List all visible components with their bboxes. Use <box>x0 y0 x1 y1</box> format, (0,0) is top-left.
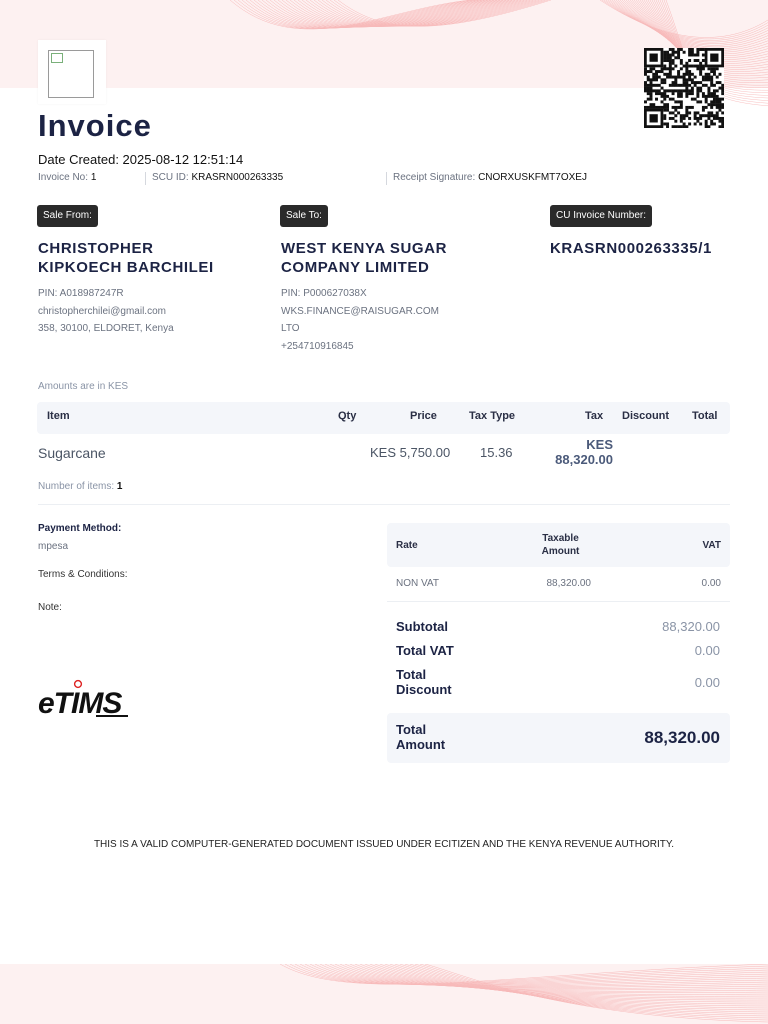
sale-to-badge: Sale To: <box>280 205 328 227</box>
receipt-signature: Receipt Signature: CNORXUSKFMT7OXEJ <box>393 172 587 183</box>
footer-background <box>0 964 768 1024</box>
broken-image-icon <box>48 50 94 98</box>
total-vat-label: Total VAT <box>396 643 454 658</box>
buyer-email: WKS.FINANCE@RAISUGAR.COM <box>281 306 439 317</box>
item-tax-type: 15.36 <box>480 445 513 460</box>
qr-code <box>644 48 724 128</box>
total-amount-label: Total Amount <box>396 722 446 752</box>
column-header-discount: Discount <box>622 410 670 422</box>
seller-address: 358, 30100, ELDORET, Kenya <box>38 323 174 334</box>
item-tax: KES 88,320.00 <box>555 437 613 467</box>
cu-invoice-badge: CU Invoice Number: <box>550 205 652 227</box>
buyer-name: WEST KENYA SUGAR COMPANY LIMITED <box>281 240 448 276</box>
subtotal-value: 88,320.00 <box>662 619 720 634</box>
vat-divider <box>387 601 730 602</box>
payment-method-value: mpesa <box>38 541 69 552</box>
column-header-item: Item <box>47 410 70 422</box>
column-header-tax: Tax <box>585 410 604 422</box>
vat-header-rate: Rate <box>396 540 418 551</box>
item-name: Sugarcane <box>38 445 106 461</box>
validity-statement: THIS IS A VALID COMPUTER-GENERATED DOCUMENT ISSUED UNDER ECITIZEN AND THE KENYA REVENUE AUTHORITY. <box>93 839 675 850</box>
total-discount-label: Total Discount <box>396 667 452 697</box>
buyer-pin: PIN: P000627038X <box>281 288 367 299</box>
date-created: Date Created: 2025-08-12 12:51:14 <box>38 152 244 167</box>
meta-divider <box>145 172 146 185</box>
seller-email: christopherchilei@gmail.com <box>38 306 166 317</box>
column-header-tax-type: Tax Type <box>469 410 516 422</box>
total-discount-value: 0.00 <box>694 675 720 690</box>
section-divider <box>38 504 730 505</box>
page-title: Invoice <box>38 108 152 143</box>
buyer-address: LTO <box>281 323 300 334</box>
subtotal-label: Subtotal <box>396 619 448 634</box>
cu-invoice-number: KRASRN000263335/1 <box>550 240 712 257</box>
buyer-phone: +254710916845 <box>281 341 354 352</box>
vat-rate: NON VAT <box>396 578 439 589</box>
column-header-total: Total <box>692 410 718 422</box>
terms-label: Terms & Conditions: <box>38 569 128 580</box>
currency-note: Amounts are in KES <box>38 381 129 392</box>
column-header-price: Price <box>410 410 437 422</box>
column-header-qty: Qty <box>338 410 357 422</box>
vat-header-taxable: Taxable Amount <box>541 533 580 557</box>
etims-logo <box>38 678 134 720</box>
meta-divider <box>386 172 387 185</box>
total-vat-value: 0.00 <box>694 643 720 658</box>
seller-pin: PIN: A018987247R <box>38 288 124 299</box>
total-amount-value: 88,320.00 <box>644 728 720 747</box>
item-price: KES 5,750.00 <box>370 445 451 460</box>
scu-id: SCU ID: KRASRN000263335 <box>152 172 284 183</box>
seller-name: CHRISTOPHER KIPKOECH BARCHILEI <box>38 240 214 276</box>
vat-taxable: 88,320.00 <box>546 578 591 589</box>
company-logo <box>38 40 106 104</box>
svg-text:eTIMS: eTIMS <box>38 687 122 720</box>
items-count: Number of items: 1 <box>38 481 123 492</box>
note-label: Note: <box>38 602 62 613</box>
vat-header-vat: VAT <box>702 540 721 551</box>
sale-from-badge: Sale From: <box>37 205 98 227</box>
payment-method-label: Payment Method: <box>38 523 122 534</box>
vat-amount: 0.00 <box>701 578 721 589</box>
invoice-no: Invoice No: 1 <box>38 172 97 183</box>
